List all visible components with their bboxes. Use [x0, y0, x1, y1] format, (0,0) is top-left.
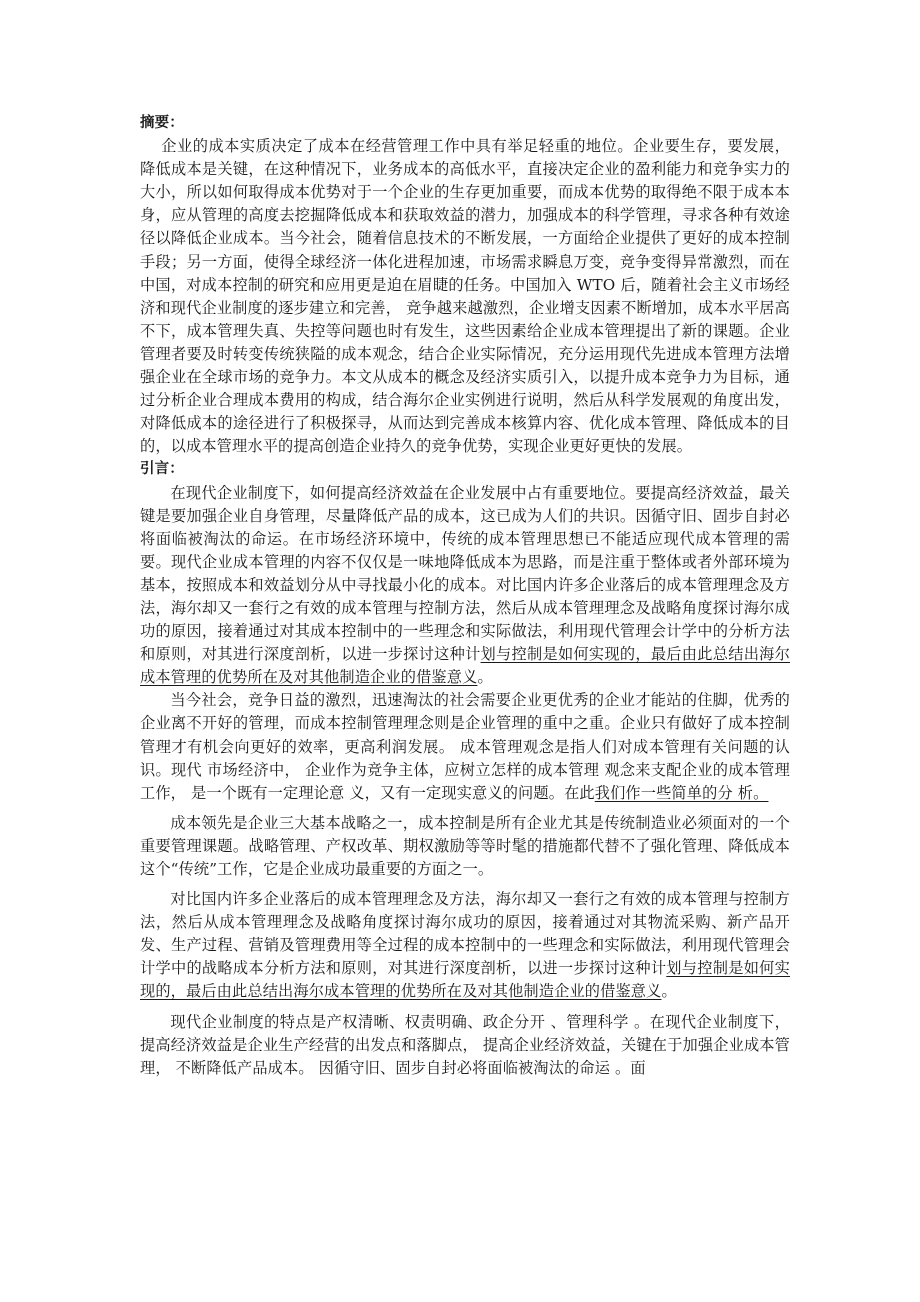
intro-paragraph-2-text: 当今社会，竞争日益的激烈，迅速淘汰的社会需要企业更优秀的企业才能站的住脚，优秀的企业离不开好的管理，而成本控制管理理念则是企业管理的重中之重。企业只有做好了成本控制管理才有机会向更好的效率，更高利润发展。 成本管理观念是指人们对成本管理有关问题的认识。现代 市场经济中， 企业作为竞争主体，应树立怎样的成本管理 观念来支配企业的成本管理工作， 是一个既有一定理论意 义，又有一定现实意义的问题。在此: [140, 691, 790, 802]
intro-paragraph-1-tail: 。: [477, 668, 493, 687]
abstract-paragraph: 企业的成本实质决定了成本在经营管理工作中具有举足轻重的地位。企业要生存，要发展，降低成本是关键，在这种情况下，业务成本的高低水平，直接决定企业的盈利能力和竞争实力的大小，所以如何取得成本优势对于一个企业的生存更加重要，而成本优势的取得绝不限于成本本身，应从管理的高度去挖掘降低成本和获取效益的潜力，加强成本的科学管理，寻求各种有效途径以降低企业成本。当今社会，随着信息技术的不断发展，一方面给企业提供了更好的成本控制手段；另一方面，使得全球经济一体化进程加速，市场需求瞬息万变，竞争变得异常激烈，而在中国，对成本控制的研究和应用更是迫在眉睫的任务。中国加入 WTO 后，随着社会主义市场经济和现代企业制度的逐步建立和完善， 竞争越来越激烈，企业增支因素不断增加，成本水平居高不下，成本管理失真、失控等问题也时有发生，这些因素给企业成本管理提出了新的课题。企业管理者要及时转变传统狭隘的成本观念，结合企业实际情况，充分运用现代先进成本管理方法增强企业在全球市场的竞争力。本文从成本的概念及经济实质引入，以提升成本竞争力为目标，通过分析企业合理成本费用的构成，结合海尔企业实例进行说明，然后从科学发展观的角度出发，对降低成本的途径进行了积极探寻，从而达到完善成本核算内容、优化成本管理、降低成本的目的，以成本管理水平的提高创造企业持久的竞争优势，实现企业更好更快的发展。: [140, 137, 790, 456]
document-page: [140, 112, 790, 1080]
intro-paragraph-4-tail: 。: [661, 982, 677, 1001]
intro-paragraph-4: [140, 888, 790, 1003]
intro-paragraph-5: 现代企业制度的特点是产权清晰、权责明确、政企分开 、管理科学 。在现代企业制度下，提高经济效益是企业生产经营的出发点和落脚点， 提高企业经济效益，关键在于加强企业成本管理， 不断降低产品成本。 因循守旧、固步自封必将面临被淘汰的命运 。面: [140, 1012, 790, 1077]
intro-paragraph-4-underlined: 划与控制是如何实现的，最后由此总结出海尔成本管理的优势所在及对其他制造企业的借鉴意义: [140, 959, 790, 1001]
intro-heading: 引言：: [140, 461, 184, 478]
intro-paragraph-2-underlined: 我们作一些简单的分 析。: [594, 783, 769, 802]
intro-paragraph-2: [140, 689, 790, 804]
intro-paragraph-1-underlined: 划与控制是如何实现的，最后由此总结出海尔成本管理的优势所在及对其他制造企业的借鉴意义: [140, 645, 790, 687]
abstract-heading: 摘要：: [140, 115, 184, 131]
intro-paragraph-3: 成本领先是企业三大基本战略之一，成本控制是所有企业尤其是传统制造业必须面对的一个重要管理课题。战略管理、产权改革、期权激励等等时髦的措施都代替不了强化管理、降低成本这个“传统”工作，它是企业成功最重要的方面之一。: [140, 813, 790, 878]
intro-paragraph-1: [140, 482, 790, 690]
intro-paragraph-4-text: 对比国内许多企业落后的成本管理理念及方法，海尔却又一套行之有效的成本管理与控制方法，然后从成本管理理念及战略角度探讨海尔成功的原因，接着通过对其物流采购、新产品开发、生产过程、营销及管理费用等全过程的成本控制中的一些理念和实际做法，利用现代管理会计学中的战略成本分析方法和原则，对其进行深度剖析，以进一步探讨这种计: [140, 890, 790, 978]
intro-paragraph-1-text: 在现代企业制度下，如何提高经济效益在企业发展中占有重要地位。要提高经济效益，最关键是要加强企业自身管理，尽量降低产品的成本，这已成为人们的共识。因循守旧、固步自封必将面临被淘汰的命运。在市场经济环境中，传统的成本管理思想已不能适应现代成本管理的需要。现代企业成本管理的内容不仅仅是一味地降低成本为思路，而是注重于整体或者外部环境为基本，按照成本和效益划分从中寻找最小化的成本。对比国内许多企业落后的成本管理理念及方法，海尔却又一套行之有效的成本管理与控制方法，然后从成本管理理念及战略角度探讨海尔成功的原因，接着通过对其成本控制中的一些理念和实际做法，利用现代管理会计学中的分析方法和原则，对其进行深度剖析，以进一步探讨这种计: [140, 483, 790, 664]
